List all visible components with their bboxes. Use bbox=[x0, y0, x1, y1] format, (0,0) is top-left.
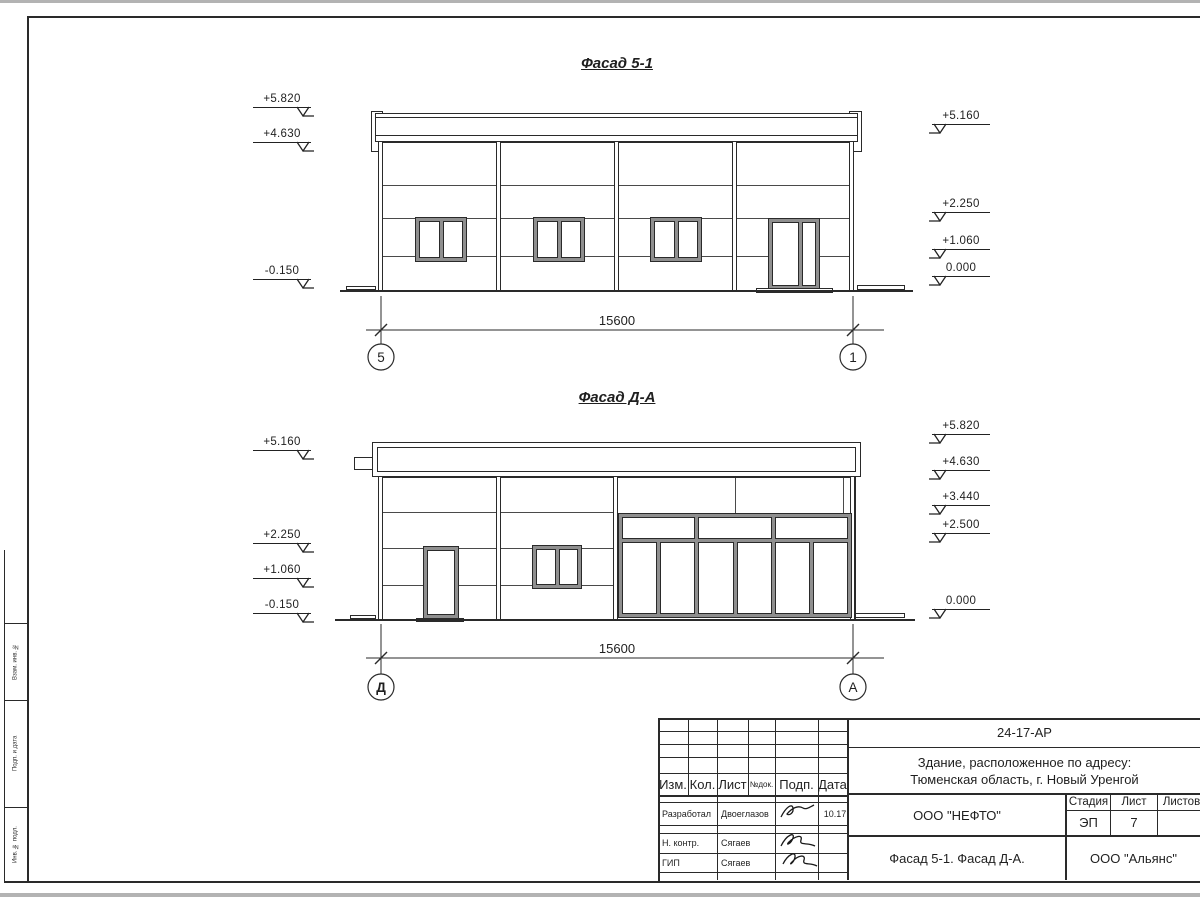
f1-column bbox=[732, 142, 737, 291]
f1-door bbox=[768, 218, 820, 290]
elevation-mark: +2.500 bbox=[932, 519, 990, 534]
tb-row3-role: ГИП bbox=[662, 857, 680, 868]
f2-axis-right: А bbox=[848, 680, 858, 695]
elevation-mark: +4.630 bbox=[253, 128, 311, 143]
left-stamp-label: Взам. инв. № bbox=[12, 643, 19, 680]
tb-col-izm: Изм. bbox=[659, 776, 687, 792]
f2-column bbox=[496, 477, 501, 620]
f2-transom-pane bbox=[775, 517, 848, 539]
f2-glass-pane bbox=[775, 542, 810, 614]
tb-col-data: Дата bbox=[818, 776, 847, 792]
f2-glass-pane bbox=[622, 542, 657, 614]
tb-row2-name: Сягаев bbox=[721, 838, 751, 848]
f2-glass-pane bbox=[813, 542, 848, 614]
f1-dimension-lines bbox=[330, 293, 910, 377]
tb-sheet-value: 7 bbox=[1130, 815, 1138, 830]
f2-glass-pane bbox=[660, 542, 695, 614]
f1-ground-line bbox=[340, 290, 913, 292]
tb-hline bbox=[658, 872, 847, 873]
tb-drawing-title: Фасад 5-1. Фасад Д-А. bbox=[889, 851, 1025, 866]
frame-top bbox=[27, 16, 1200, 18]
f1-curb-left bbox=[346, 286, 376, 290]
tb-stage-value: ЭП bbox=[1079, 815, 1098, 830]
facade2-title: Фасад Д-А bbox=[578, 389, 656, 406]
tb-hline bbox=[658, 795, 847, 797]
f1-axis-left: 5 bbox=[377, 350, 385, 365]
f2-ground-line bbox=[335, 619, 915, 621]
f2-wall-bracket bbox=[354, 457, 373, 470]
f2-window bbox=[532, 545, 582, 589]
elevation-mark: 0.000 bbox=[932, 595, 990, 610]
f2-curb-right bbox=[855, 613, 905, 618]
f1-fascia bbox=[375, 113, 858, 142]
elevation-mark: 0.000 bbox=[932, 262, 990, 277]
tb-row3-name: Сягаев bbox=[721, 857, 751, 868]
page-edge-bottom bbox=[0, 893, 1200, 897]
tb-stage-label: Стадия bbox=[1068, 795, 1109, 808]
f2-storefront bbox=[618, 513, 852, 618]
tb-col-list: Лист bbox=[718, 776, 747, 792]
f2-transom-pane bbox=[622, 517, 695, 539]
f1-window-1 bbox=[415, 217, 467, 262]
elevation-mark: +2.250 bbox=[253, 529, 311, 544]
f2-strip-joint bbox=[735, 478, 736, 513]
tb-col-podp: Подп. bbox=[779, 776, 814, 792]
elevation-mark: -0.150 bbox=[253, 265, 311, 280]
elevation-mark: +1.060 bbox=[932, 235, 990, 250]
f2-strip-joint bbox=[843, 478, 844, 513]
f2-glass-pane bbox=[698, 542, 733, 614]
tb-address-line2: Тюменская область, г. Новый Уренгой bbox=[910, 771, 1139, 787]
tb-doc-number: 24-17-АР bbox=[997, 725, 1052, 740]
elevation-mark: +5.820 bbox=[253, 93, 311, 108]
elevation-mark: +4.630 bbox=[932, 456, 990, 471]
f2-dimension-lines bbox=[330, 622, 910, 706]
tb-col-ndok: №док. bbox=[749, 779, 774, 789]
elevation-mark: +5.820 bbox=[932, 420, 990, 435]
tb-row1-name: Двоеглазов bbox=[721, 808, 769, 819]
f1-column bbox=[614, 142, 619, 291]
tb-sheet-label: Лист bbox=[1121, 795, 1147, 808]
elevation-mark: +5.160 bbox=[932, 110, 990, 125]
tb-hline bbox=[658, 757, 847, 758]
f2-dimension-value: 15600 bbox=[598, 641, 636, 656]
left-stamp-label: Инв. № подл. bbox=[12, 826, 19, 863]
tb-hline bbox=[658, 731, 847, 732]
page-edge-top bbox=[0, 0, 1200, 3]
tb-contractor: ООО "Альянс" bbox=[1090, 851, 1177, 866]
frame-bottom bbox=[4, 881, 1200, 883]
facade1-title: Фасад 5-1 bbox=[581, 55, 653, 72]
elevation-mark: +5.160 bbox=[253, 436, 311, 451]
tb-project-title bbox=[849, 748, 1200, 793]
tb-hline bbox=[658, 744, 847, 745]
frame-left bbox=[27, 16, 29, 882]
f1-dimension-value: 15600 bbox=[598, 313, 636, 328]
tb-org: ООО "НЕФТО" bbox=[913, 807, 1001, 823]
f1-window-3 bbox=[650, 217, 702, 262]
tb-row1-role: Разработал bbox=[662, 808, 711, 819]
tb-vline bbox=[775, 718, 776, 880]
elevation-mark: +3.440 bbox=[932, 491, 990, 506]
left-stamp-label: Подп. и дата bbox=[12, 735, 19, 772]
tb-address-line1: Здание, расположенное по адресу: bbox=[917, 754, 1132, 770]
tb-row2-role: Н. контр. bbox=[662, 838, 700, 848]
tb-hline bbox=[658, 825, 847, 826]
elevation-mark: +1.060 bbox=[253, 564, 311, 579]
f2-column bbox=[378, 477, 383, 620]
f1-column bbox=[496, 142, 501, 291]
tb-sheets-label: Листов bbox=[1162, 795, 1200, 808]
f1-curb-right bbox=[857, 285, 905, 290]
f2-door bbox=[423, 546, 459, 619]
f2-sign-band-inner bbox=[377, 447, 856, 472]
elevation-mark: -0.150 bbox=[253, 599, 311, 614]
f1-window-2 bbox=[533, 217, 585, 262]
f2-curb-left bbox=[350, 615, 376, 619]
f1-column bbox=[378, 142, 383, 291]
f2-axis-left: Д bbox=[376, 680, 386, 695]
f2-transom-pane bbox=[698, 517, 771, 539]
f1-column bbox=[849, 142, 854, 291]
signature bbox=[779, 849, 821, 871]
f2-glass-pane bbox=[737, 542, 772, 614]
signature bbox=[778, 799, 816, 823]
f1-axis-right: 1 bbox=[849, 350, 857, 365]
elevation-mark: +2.250 bbox=[932, 198, 990, 213]
tb-col-kol: Кол. bbox=[689, 776, 716, 792]
tb-row1-date: 10.17 bbox=[823, 808, 847, 819]
